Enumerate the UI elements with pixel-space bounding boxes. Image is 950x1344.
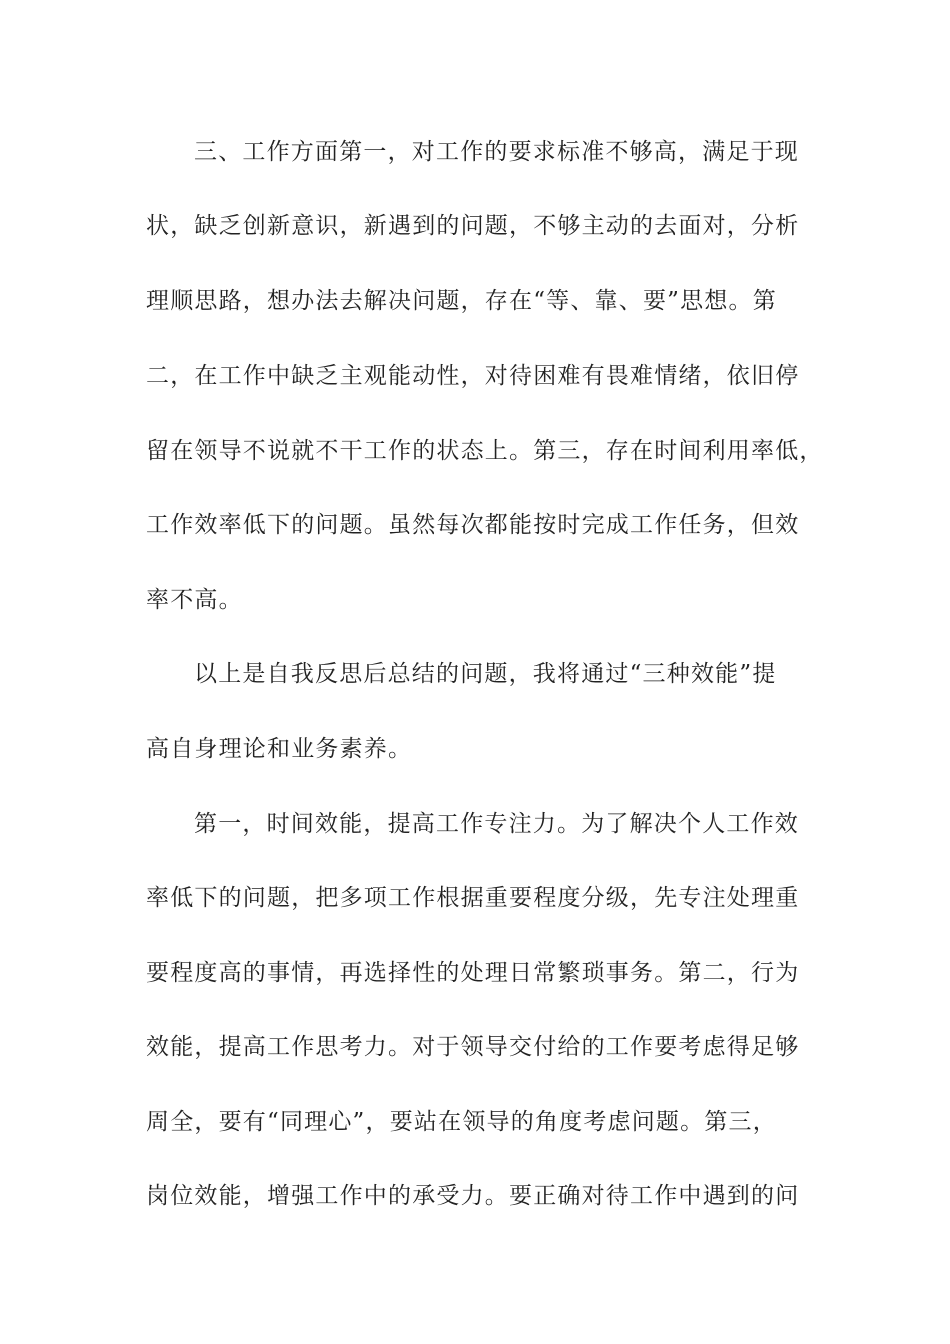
text-line: 二，在工作中缺乏主观能动性，对待困难有畏难情绪，依旧停 <box>146 363 800 389</box>
text-line: 留在领导不说就不干工作的状态上。第三，存在时间利用率低， <box>146 438 824 464</box>
text-line: 效能，提高工作思考力。对于领导交付给的工作要考虑得足够 <box>146 1034 800 1060</box>
text-line: 高自身理论和业务素养。 <box>146 736 413 762</box>
text-line: 工作效率低下的问题。虽然每次都能按时完成工作任务，但效 <box>146 512 800 538</box>
text-line: 以上是自我反思后总结的问题，我将通过“三种效能”提 <box>194 661 777 687</box>
text-line: 状，缺乏创新意识，新遇到的问题，不够主动的去面对，分析 <box>146 213 800 239</box>
text-line: 要程度高的事情，再选择性的处理日常繁琐事务。第二，行为 <box>146 960 800 986</box>
text-line: 第一，时间效能，提高工作专注力。为了解决个人工作效 <box>194 811 799 837</box>
text-line: 三、工作方面第一，对工作的要求标准不够高，满足于现 <box>194 139 799 165</box>
text-line: 理顺思路，想办法去解决问题，存在“等、靠、要”思想。第 <box>146 288 777 314</box>
text-line: 周全，要有“同理心”，要站在领导的角度考虑问题。第三， <box>146 1109 777 1135</box>
text-line: 率不高。 <box>146 587 243 613</box>
text-line: 岗位效能，增强工作中的承受力。要正确对待工作中遇到的问 <box>146 1183 800 1209</box>
text-line: 率低下的问题，把多项工作根据重要程度分级，先专注处理重 <box>146 885 800 911</box>
